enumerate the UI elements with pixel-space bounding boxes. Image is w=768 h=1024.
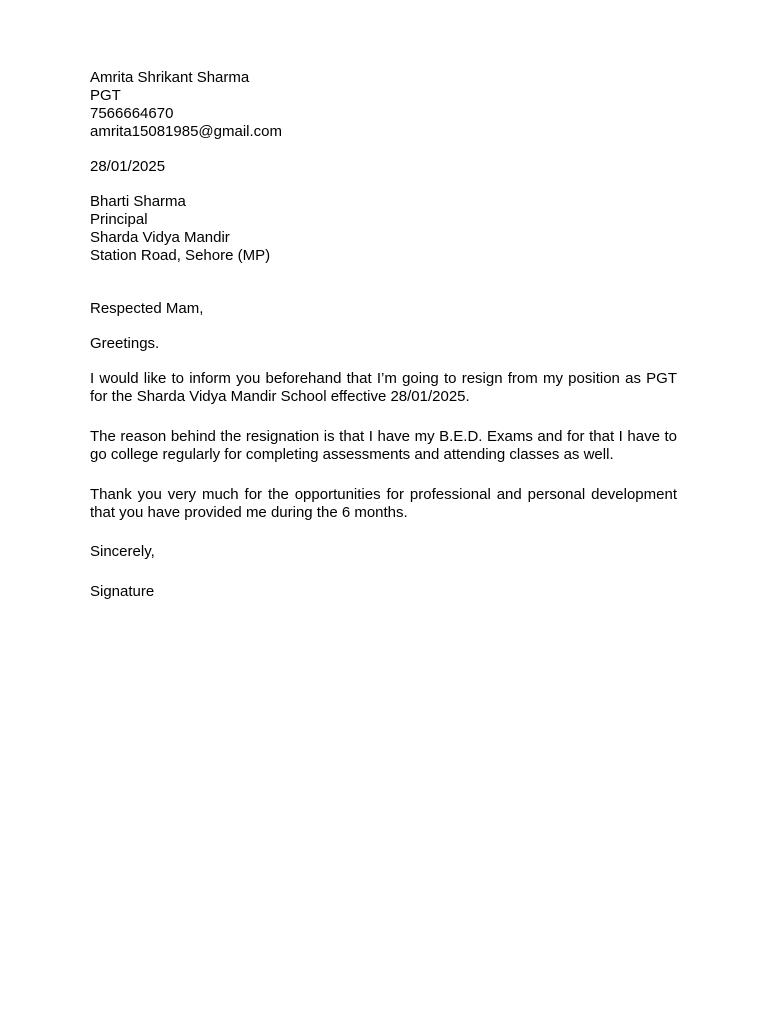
signature: Signature — [90, 583, 155, 600]
greeting: Greetings. — [90, 335, 160, 352]
recipient-address: Station Road, Sehore (MP) — [90, 247, 271, 264]
greeting-block — [90, 335, 677, 353]
letter-document — [90, 69, 677, 601]
salutation-block — [90, 300, 677, 318]
sender-email: amrita15081985@gmail.com — [90, 123, 282, 140]
body-paragraph-3: Thank you very much for the opportunities for professional and personal development that you have provided me during the 6 months. — [90, 486, 677, 521]
sender-phone: 7566664670 — [90, 105, 174, 122]
salutation: Respected Mam, — [90, 300, 204, 317]
letter-date: 28/01/2025 — [90, 158, 166, 175]
signature-block — [90, 583, 677, 601]
body-paragraph-1: I would like to inform you beforehand that I’m going to resign from my position as PGT for the Sharda Vidya Mandir School effective 28/01/2025. — [90, 370, 677, 405]
recipient-name: Bharti Sharma — [90, 193, 186, 210]
recipient-designation: Principal — [90, 211, 148, 228]
recipient-block — [90, 193, 677, 265]
date-block — [90, 158, 677, 176]
sender-block — [90, 69, 677, 141]
sender-name: Amrita Shrikant Sharma — [90, 69, 250, 86]
closing-block — [90, 543, 677, 561]
recipient-organization: Sharda Vidya Mandir — [90, 229, 230, 246]
body-paragraph-2: The reason behind the resignation is that I have my B.E.D. Exams and for that I have to go college regularly for completing assessments and attending classes as well. — [90, 428, 677, 463]
closing: Sincerely, — [90, 543, 155, 560]
sender-designation: PGT — [90, 87, 121, 104]
